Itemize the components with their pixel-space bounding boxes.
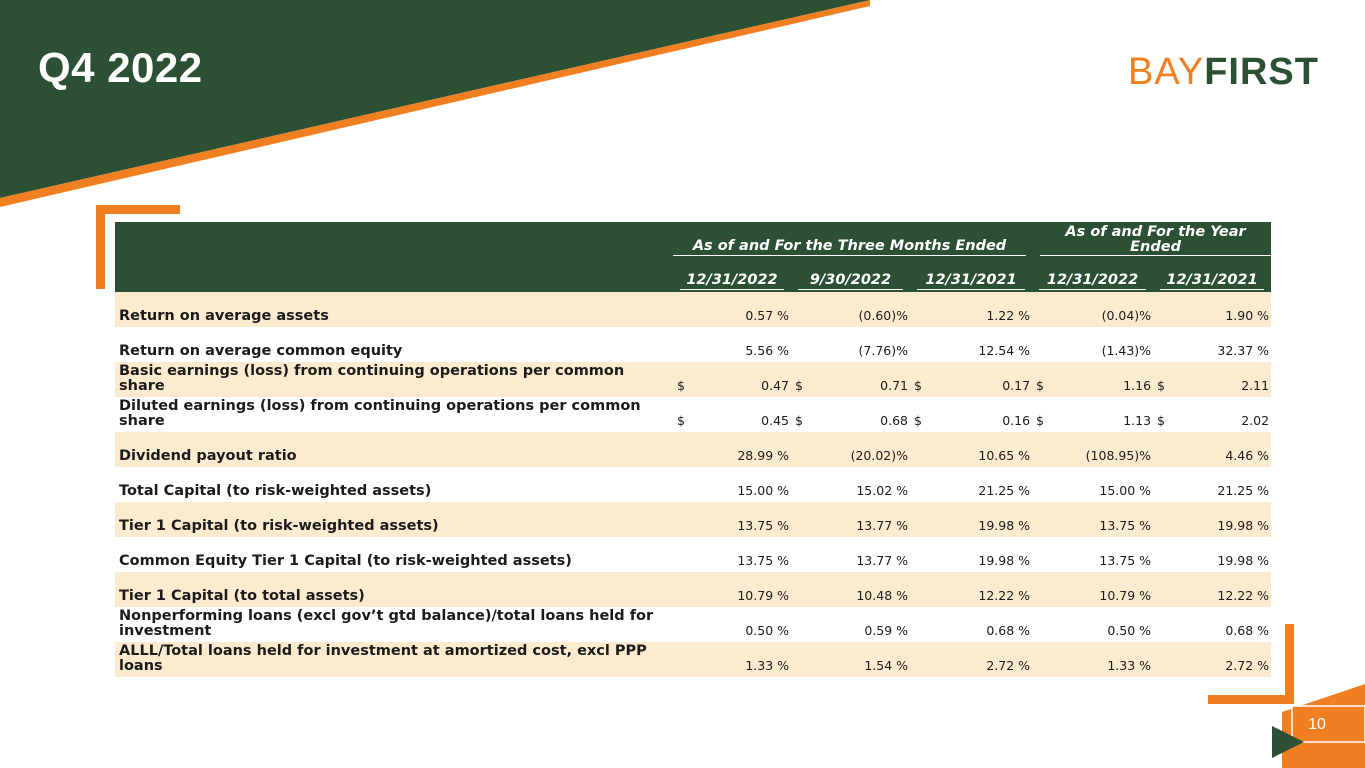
value-text: 12.54 % [978, 343, 1031, 358]
cell-value [1153, 467, 1271, 502]
logo-bay-text: BAY [1128, 51, 1205, 93]
logo-first-text: FIRST [1204, 51, 1319, 93]
cell-value [673, 607, 791, 642]
table-row [115, 572, 1271, 607]
value-text: 0.45 [761, 413, 789, 428]
cell-value [791, 642, 910, 677]
value-text: 5.56 % [745, 343, 789, 358]
cell-value [673, 502, 791, 537]
table-body [115, 292, 1271, 677]
value-text: 0.16 [1002, 413, 1031, 428]
table-row [115, 642, 1271, 677]
cell-value [1032, 572, 1153, 607]
currency-symbol: $ [1157, 378, 1165, 393]
column-header: 12/31/2022 [1032, 258, 1153, 292]
row-label: Basic earnings (loss) from continuing operations per common share [115, 362, 673, 397]
cell-value [1153, 607, 1271, 642]
value-text: 21.25 % [978, 483, 1031, 498]
table-row [115, 292, 1271, 327]
cell-value [1032, 467, 1153, 502]
value-text: 1.90 % [1225, 308, 1270, 323]
financial-ratios-table [115, 222, 1271, 677]
row-label: Tier 1 Capital (to risk-weighted assets) [115, 502, 673, 537]
table-row [115, 432, 1271, 467]
header-three-months: As of and For the Three Months Ended [673, 222, 1032, 258]
cell-value [1032, 362, 1153, 397]
cell-value [791, 537, 910, 572]
table-row [115, 502, 1271, 537]
value-text: 28.99 % [737, 448, 789, 463]
value-text: (1.43)% [1101, 343, 1152, 358]
value-text: 1.13 [1123, 413, 1152, 428]
value-text: (0.04)% [1101, 308, 1152, 323]
currency-symbol: $ [1157, 413, 1165, 428]
cell-value [1032, 642, 1153, 677]
column-header: 12/31/2022 [673, 258, 791, 292]
value-text: 0.50 % [745, 623, 789, 638]
cell-value [791, 572, 910, 607]
cell-value [791, 432, 910, 467]
value-text: 0.57 % [745, 308, 789, 323]
value-text: 15.02 % [856, 483, 908, 498]
cell-value [791, 362, 910, 397]
value-text: 13.75 % [737, 553, 789, 568]
cell-value [673, 467, 791, 502]
value-text: 0.68 % [1225, 623, 1270, 638]
cell-value [910, 432, 1032, 467]
cell-value [673, 327, 791, 362]
value-text: 0.68 % [986, 623, 1031, 638]
value-text: 19.98 % [978, 553, 1031, 568]
value-text: 19.98 % [1217, 553, 1270, 568]
cell-value [1153, 432, 1271, 467]
row-label: Return on average common equity [119, 343, 403, 359]
cell-value [791, 397, 910, 432]
cell-value [910, 642, 1032, 677]
value-text: 1.16 [1123, 378, 1152, 393]
value-text: (7.76)% [858, 343, 908, 358]
table-row [115, 397, 1271, 432]
value-text: 1.33 % [745, 658, 789, 673]
currency-symbol: $ [914, 378, 922, 393]
table-row [115, 327, 1271, 362]
page-number: 10 [1308, 716, 1326, 733]
cell-value [1153, 397, 1271, 432]
table-row [115, 537, 1271, 572]
value-text: 2.11 [1241, 378, 1270, 393]
row-label: ALLL/Total loans held for investment at amortized cost, excl PPP loans [115, 642, 673, 677]
cell-value [1153, 572, 1271, 607]
cell-value [910, 502, 1032, 537]
row-label: Dividend payout ratio [115, 432, 673, 467]
cell-value [1153, 362, 1271, 397]
value-text: 0.59 % [864, 623, 908, 638]
value-text: 2.72 % [986, 658, 1031, 673]
bayfirst-logo [1128, 48, 1319, 96]
value-text: 21.25 % [1217, 483, 1270, 498]
header-blank-2 [115, 258, 673, 292]
value-text: 13.75 % [1099, 518, 1152, 533]
corner-bracket-top-left [96, 205, 180, 214]
cell-value [673, 537, 791, 572]
value-text: 13.77 % [856, 553, 908, 568]
row-label: Return on average assets [115, 292, 673, 327]
value-text: 0.68 [880, 413, 908, 428]
cell-value [910, 362, 1032, 397]
cell-value [791, 292, 910, 327]
cell-value [910, 537, 1032, 572]
cell-value [1032, 502, 1153, 537]
currency-symbol: $ [914, 413, 922, 428]
table-group-header-row [115, 222, 1271, 258]
column-header: 12/31/2021 [1153, 258, 1271, 292]
cell-value [673, 572, 791, 607]
cell-value [791, 467, 910, 502]
value-text: 1.33 % [1107, 658, 1152, 673]
cell-value [673, 642, 791, 677]
value-text: 10.65 % [978, 448, 1031, 463]
cell-value [1153, 642, 1271, 677]
table-date-header-row [115, 258, 1271, 292]
row-label: Diluted earnings (loss) from continuing operations per common share [119, 398, 641, 429]
value-text: 13.77 % [856, 518, 908, 533]
value-text: 2.02 [1241, 413, 1270, 428]
value-text: 13.75 % [737, 518, 789, 533]
row-label: Tier 1 Capital (to total assets) [115, 572, 673, 607]
cell-value [910, 607, 1032, 642]
row-label: Total Capital (to risk-weighted assets) [119, 483, 432, 499]
value-text: 15.00 % [1099, 483, 1152, 498]
cell-value [1032, 537, 1153, 572]
cell-value [910, 397, 1032, 432]
value-text: 32.37 % [1217, 343, 1270, 358]
value-text: 0.50 % [1107, 623, 1152, 638]
cell-value [791, 607, 910, 642]
row-label: Common Equity Tier 1 Capital (to risk-weighted assets) [119, 553, 572, 569]
corner-bracket-top-left-vertical [96, 205, 105, 289]
value-text: 15.00 % [737, 483, 789, 498]
value-text: 2.72 % [1225, 658, 1270, 673]
value-text: 1.22 % [986, 308, 1031, 323]
value-text: 12.22 % [978, 588, 1031, 603]
value-text: (20.02)% [850, 448, 908, 463]
column-header: 12/31/2021 [910, 258, 1032, 292]
cell-value [673, 292, 791, 327]
cell-value [1032, 432, 1153, 467]
value-text: 0.17 [1002, 378, 1031, 393]
cell-value [673, 362, 791, 397]
cell-value [1153, 292, 1271, 327]
value-text: 19.98 % [1217, 518, 1270, 533]
value-text: 4.46 % [1225, 448, 1270, 463]
value-text: (108.95)% [1085, 448, 1152, 463]
cell-value [910, 572, 1032, 607]
value-text: 1.54 % [864, 658, 908, 673]
currency-symbol: $ [1036, 413, 1044, 428]
cell-value [1153, 502, 1271, 537]
row-label: Nonperforming loans (excl gov’t gtd balance)/total loans held for investment [119, 608, 654, 639]
header-blank [115, 222, 673, 258]
value-text: 10.48 % [856, 588, 908, 603]
cell-value [1153, 327, 1271, 362]
cell-value [791, 327, 910, 362]
currency-symbol: $ [677, 413, 685, 428]
currency-symbol: $ [795, 413, 803, 428]
page-title: Q4 2022 [38, 44, 203, 91]
value-text: 0.71 [880, 378, 908, 393]
column-header: 9/30/2022 [791, 258, 910, 292]
cell-value [910, 467, 1032, 502]
table-row [115, 607, 1271, 642]
value-text: 12.22 % [1217, 588, 1270, 603]
cell-value [1032, 292, 1153, 327]
currency-symbol: $ [795, 378, 803, 393]
value-text: 19.98 % [978, 518, 1031, 533]
table-row [115, 362, 1271, 397]
currency-symbol: $ [1036, 378, 1044, 393]
header-year-ended: As of and For the Year Ended [1032, 222, 1271, 258]
currency-symbol: $ [677, 378, 685, 393]
cell-value [1032, 397, 1153, 432]
cell-value [791, 502, 910, 537]
value-text: 10.79 % [1099, 588, 1152, 603]
value-text: 10.79 % [737, 588, 789, 603]
value-text: 0.47 [761, 378, 789, 393]
cell-value [1032, 607, 1153, 642]
cell-value [1153, 537, 1271, 572]
cell-value [1032, 327, 1153, 362]
cell-value [673, 397, 791, 432]
cell-value [673, 432, 791, 467]
cell-value [910, 292, 1032, 327]
cell-value [910, 327, 1032, 362]
value-text: (0.60)% [858, 308, 908, 323]
table-row [115, 467, 1271, 502]
value-text: 13.75 % [1099, 553, 1152, 568]
